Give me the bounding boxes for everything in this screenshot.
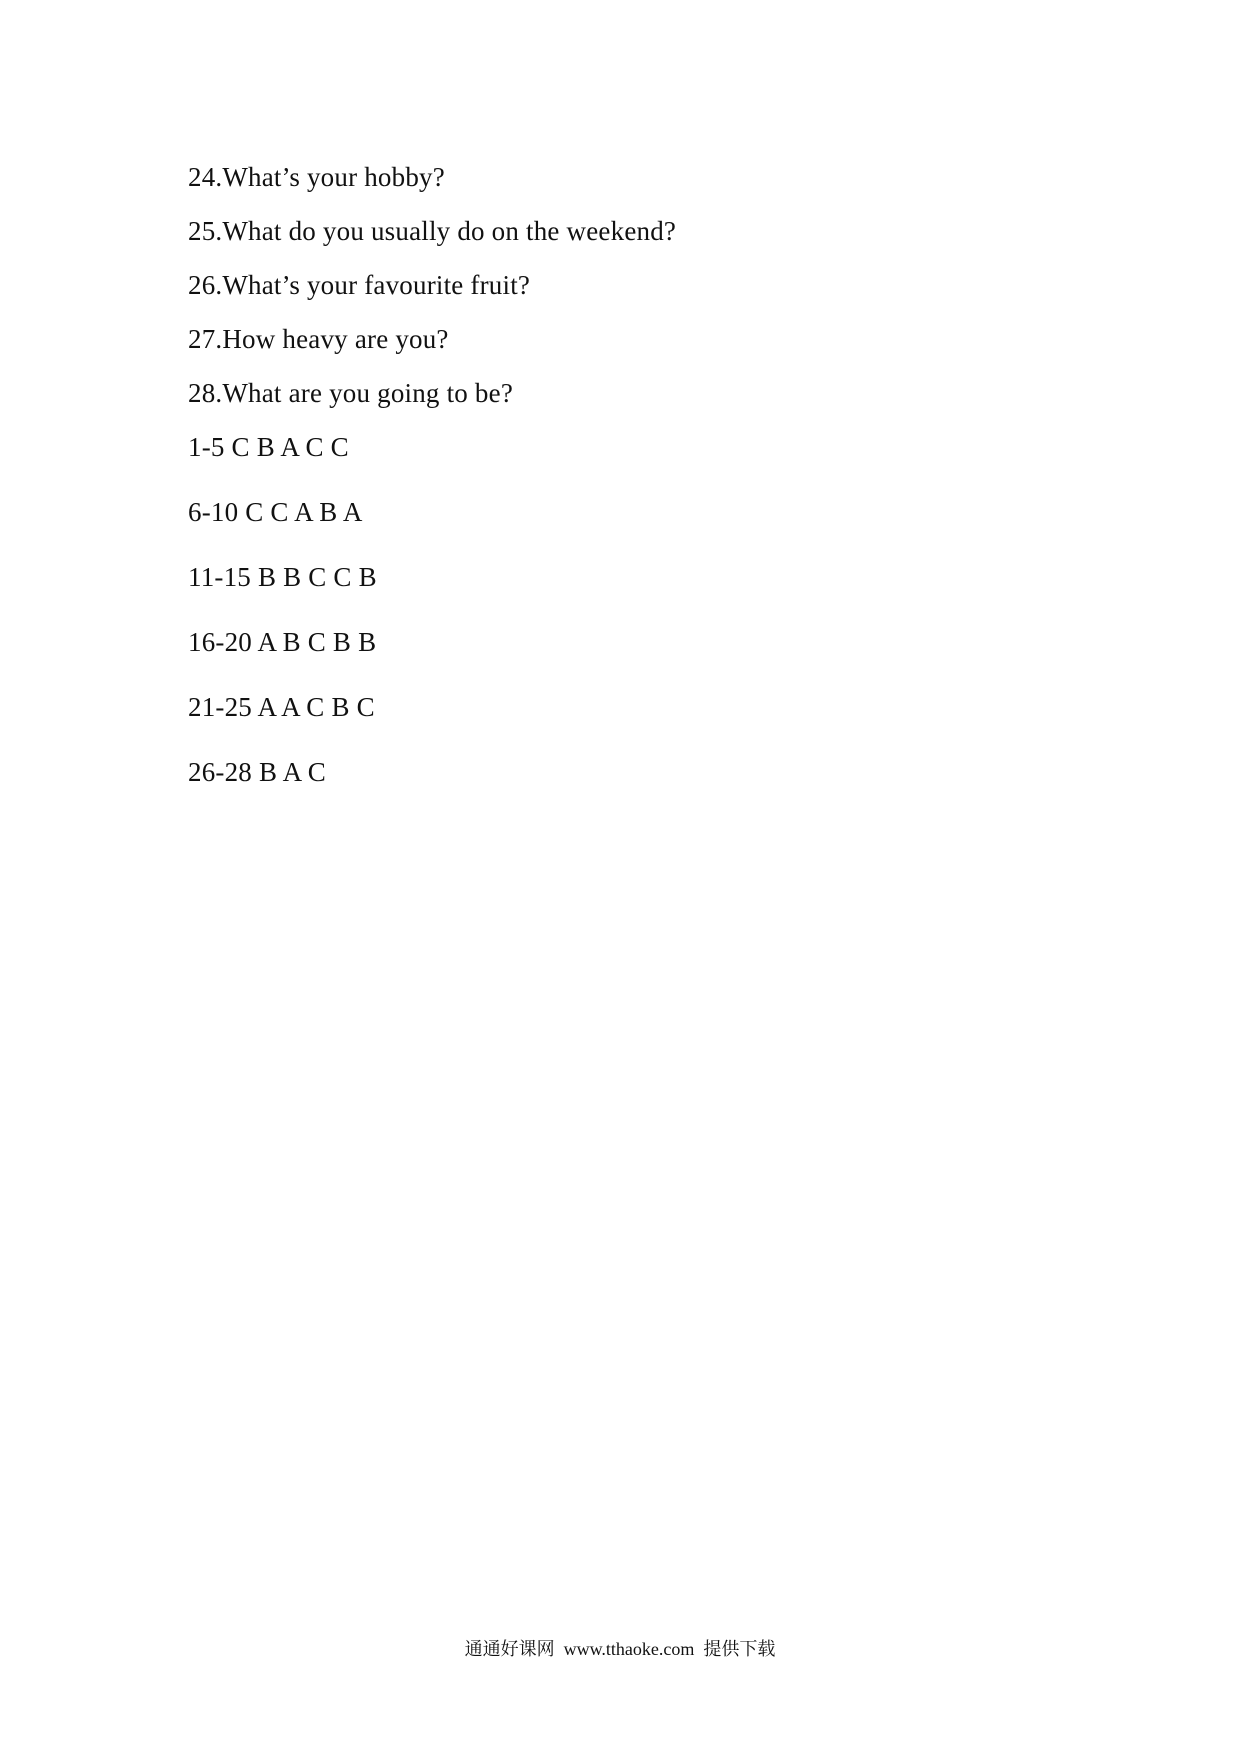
question-27: 27.How heavy are you? — [188, 324, 449, 354]
page-footer: 通通好课网 www.tthaoke.com 提供下载 — [464, 1639, 776, 1659]
question-25: 25.What do you usually do on the weekend? — [188, 216, 677, 246]
answer-key-21-25: 21-25 A A C B C — [188, 692, 375, 722]
answer-key-26-28: 26-28 B A C — [188, 757, 326, 787]
answer-key-11-15: 11-15 B B C C B — [188, 562, 377, 592]
question-26: 26.What’s your favourite fruit? — [188, 270, 531, 300]
question-28: 28.What are you going to be? — [188, 378, 513, 408]
answer-key-6-10: 6-10 C C A B A — [188, 497, 363, 527]
answer-key-16-20: 16-20 A B C B B — [188, 627, 377, 657]
answer-key-1-5: 1-5 C B A C C — [188, 432, 349, 462]
question-24: 24.What’s your hobby? — [188, 162, 445, 192]
